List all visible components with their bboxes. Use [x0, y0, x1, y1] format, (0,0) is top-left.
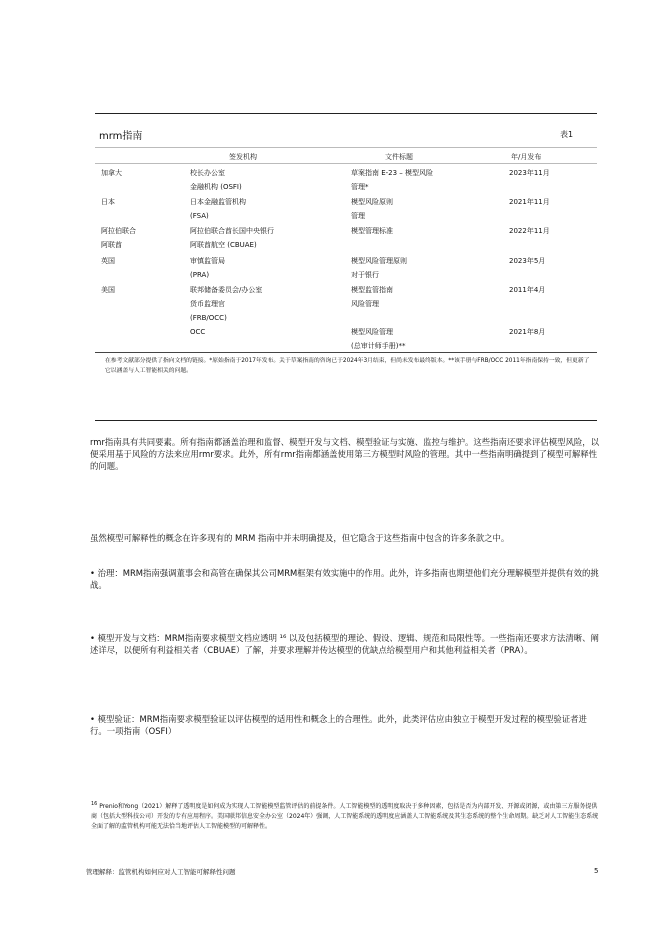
row-issuer: OCC	[190, 328, 206, 336]
row-issuer: 校长办公室 金融机构 (OSFI)	[190, 169, 242, 191]
footer-title: 管理解释：监管机构如何应对人工智能可解释性问题	[86, 868, 236, 876]
page-number: 5	[594, 867, 599, 875]
header-bottom-line	[95, 163, 597, 164]
row-issuer: 阿拉伯联合酋长国中央银行 阿联酋航空 (CBUAE)	[190, 227, 274, 249]
row-doc-title: 模型风险原则 管理	[351, 198, 393, 220]
footnote	[91, 799, 601, 832]
row-date: 2023年11月	[509, 169, 550, 177]
table-row: 阿拉伯联合 阿联酋	[101, 227, 136, 249]
table-row: 日本	[101, 198, 115, 206]
table-end-rule	[95, 420, 597, 421]
bullet-model-development: • 模型开发与文档：MRM指南要求模型文档应透明 ¹⁶ 以及包括模型的理论、假设、逻辑、规范和局限性等。一些指南还要求方法清晰、阐述详尽，以便所有利益相关者（CBUAE）了解，并要求理解并传达模型的优缺点给模型用户和其他利益相关者（PRA）。	[90, 633, 599, 655]
table-row: 美国	[101, 286, 115, 294]
row-issuer: 审慎监管局 (PRA)	[190, 257, 225, 279]
row-date: 2021年8月	[509, 328, 546, 336]
header-date: 年/月发布	[511, 153, 542, 161]
table-note: 在参考文献部分提供了指向文档的链接。*原始指南于2017年发布。关于草案指南的咨询已于2024年3月结束，但尚未发布最终版本。**该手册与FRB/OCC 2011年指南保持一致，但更新了它以涵盖与人工智能相关的问题。	[105, 358, 590, 374]
row-doc-title: 草案指南 E-23 – 模型风险 管理*	[351, 169, 434, 191]
row-issuer: 日本金融监管机构 (FSA)	[190, 198, 246, 220]
table-number: 表1	[560, 130, 574, 139]
table-bottom-line	[95, 352, 597, 353]
table-top-rule	[95, 113, 597, 114]
table-row: 英国	[101, 257, 115, 265]
row-doc-title: 模型管理标准	[351, 227, 393, 235]
row-issuer: 联邦储备委员会/办公室 货币监理官 (FRB/OCC)	[190, 286, 263, 322]
paragraph-explainability: 虽然模型可解释性的概念在许多现有的 MRM 指南中并未明确提及，但它隐含于这些指南中包含的许多条款之中。	[90, 533, 510, 543]
header-doc-title: 文件标题	[385, 153, 413, 161]
row-doc-title: 模型风险管理原则 对于银行	[351, 257, 407, 279]
row-date: 2011年4月	[509, 286, 546, 294]
paragraph-intro: rmr指南具有共同要素。所有指南都涵盖治理和监督、模型开发与文档、模型验证与实施、监控与维护。这些指南还要求评估模型风险，以便采用基于风险的方法来应用rmr要求。此外，所有rmr指南都涵盖使用第三方模型时风险的管理。其中一些指南明确提到了模型可解释性的问题。	[90, 437, 600, 471]
header-top-line	[95, 147, 597, 148]
row-date: 2023年5月	[509, 257, 546, 265]
row-date: 2022年11月	[509, 227, 550, 235]
header-issuer: 签发机构	[229, 153, 257, 161]
row-doc-title: 模型监管指南 风险管理	[351, 286, 393, 308]
bullet-model-validation: • 模型验证：MRM指南要求模型验证以评估模型的适用性和概念上的合理性。此外，此类评估应由独立于模型开发过程的模型验证者进行。一项指南（OSFI）	[90, 714, 587, 736]
bullet-governance: • 治理：MRM指南强调董事会和高管在确保其公司MRM框架有效实施中的作用。此外，许多指南也期望他们充分理解模型并提供有效的挑战。	[90, 568, 599, 590]
table-title: mrm指南	[99, 131, 143, 142]
footnote-text: Prenio和Yong（2021）解释了透明度是如何成为实现人工智能模型监管评估的前提条件。人工智能模型的透明度取决于多种因素，包括是否为内部开发、开源或闭源，或由第三方服务提供商（包括大型科技公司）开发的专有应用程序。美国联邦信息安全办公室（2024年）强调，人工智能系统的透明度应涵盖人工智能系统及其生态系统的整个生命周期。缺乏对人工智能生态系统全面了解的监管机构可能无法恰当地评估人工智能模型的可解释性。	[91, 803, 599, 830]
row-date: 2021年11月	[509, 198, 550, 206]
table-row: 加拿大	[101, 169, 122, 177]
footnote-marker: 16	[91, 801, 98, 807]
row-doc-title: 模型风险管理 (总审计师手册)**	[351, 328, 406, 350]
